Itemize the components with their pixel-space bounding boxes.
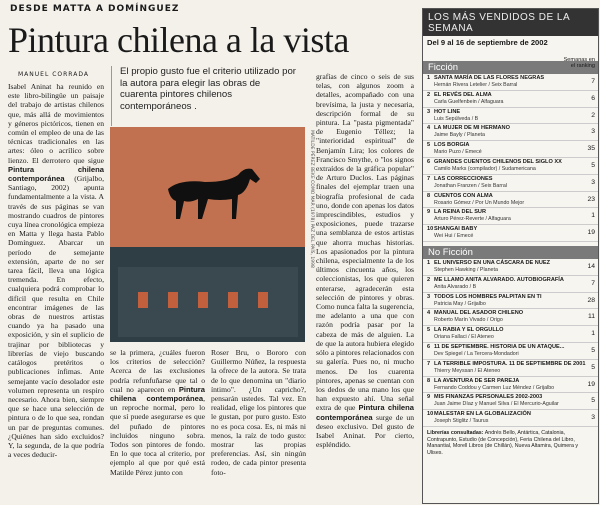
rank-number: 5 bbox=[427, 142, 431, 149]
article-column-1 bbox=[8, 82, 104, 502]
book-title: Pintura chilena contemporánea bbox=[316, 403, 414, 422]
bestseller-item bbox=[423, 91, 598, 108]
book-title bbox=[427, 294, 584, 301]
rank-number: 7 bbox=[427, 360, 431, 367]
book-title bbox=[427, 209, 584, 216]
bestseller-item bbox=[423, 74, 598, 91]
book-title bbox=[427, 394, 584, 401]
bestseller-item bbox=[423, 393, 598, 410]
book-author: Camilo Marks (compilador) / Sudamericana bbox=[434, 165, 536, 172]
title-text: 11 DE SEPTIEMBRE. HISTORIA DE UN ATAQUE... bbox=[434, 343, 565, 350]
rank-number: 1 bbox=[427, 259, 431, 266]
title-text: LA MUJER DE MI HERMANO bbox=[434, 125, 510, 132]
bestseller-item bbox=[423, 225, 598, 242]
weeks-count: 14 bbox=[587, 262, 595, 270]
weeks-count: 3 bbox=[591, 178, 595, 186]
bestseller-item bbox=[423, 309, 598, 326]
book-title bbox=[427, 378, 584, 385]
book-title bbox=[427, 327, 584, 334]
rank-number: 6 bbox=[427, 158, 431, 165]
title-text: LA RABIA Y EL ORGULLO bbox=[434, 327, 504, 334]
weeks-count: 11 bbox=[587, 313, 595, 321]
book-author: Carla Guelfenbein / Alfaguara bbox=[434, 98, 504, 105]
rank-number: 8 bbox=[427, 192, 431, 199]
column-1-text: Isabel Aninat ha reunido en este libro-bilingüe un paisaje del trabajo de artistas chilenos que, más allá de movimientos y géneros pictóricos, tienen en común el empleo de una de las técnicas tradicionales en las artes: óleo o acrílico sobre lienzo. El derrotero que sigue bbox=[8, 82, 104, 165]
rank-number: 3 bbox=[427, 293, 431, 300]
book-author: Juan Jaime Díaz y Manuel Silva / El Mercurio-Aguilar bbox=[434, 401, 559, 408]
book-title bbox=[427, 411, 584, 418]
book-title bbox=[427, 310, 584, 317]
weeks-count: 2 bbox=[591, 111, 595, 119]
book-title: Pintura chilena contemporánea bbox=[8, 164, 104, 184]
book-title bbox=[427, 193, 584, 200]
sidebar-title: LOS MÁS VENDIDOS DE LA SEMANA bbox=[423, 9, 598, 36]
book-author: Rosario Gómez / Por Un Mundo Mejor bbox=[434, 199, 525, 206]
fiction-list bbox=[423, 74, 598, 242]
painting-photo bbox=[110, 127, 305, 342]
book-author: Mario Puzo / Emecé bbox=[434, 149, 482, 156]
title-text: EL UNIVERSO EN UNA CÁSCARA DE NUEZ bbox=[434, 259, 551, 266]
book-author: Arturo Pérez-Reverte / Alfaguara bbox=[434, 216, 511, 223]
title-text: MANUAL DEL ASADOR CHILENO bbox=[434, 310, 524, 317]
article-kicker: DESDE MATTA A DOMÍNGUEZ bbox=[10, 4, 180, 14]
rank-number: 9 bbox=[427, 209, 431, 216]
weeks-count: 3 bbox=[591, 128, 595, 136]
book-author: Luis Sepúlveda / B bbox=[434, 115, 479, 122]
rank-number: 3 bbox=[427, 108, 431, 115]
rank-number: 8 bbox=[427, 377, 431, 384]
photo-credit: MATILDE PÉREZ BEKE COMO MAR (1978) PAZ DEL PAÍS, 1998 bbox=[309, 130, 314, 268]
book-title bbox=[427, 92, 584, 99]
weeks-label: Semanas en el ranking bbox=[563, 57, 595, 69]
title-text: CUENTOS CON ALMA bbox=[434, 192, 493, 199]
rank-number: 2 bbox=[427, 276, 431, 283]
book-title bbox=[427, 142, 584, 149]
bestseller-item bbox=[423, 326, 598, 343]
book-author: Hernán Rivera Letelier / Seix Barral bbox=[434, 82, 518, 88]
bestseller-item bbox=[423, 192, 598, 209]
bestseller-item bbox=[423, 293, 598, 310]
title-text: GRANDES CUENTOS CHILENOS DEL SIGLO XX bbox=[434, 158, 562, 165]
bestseller-item bbox=[423, 208, 598, 225]
bestseller-sidebar bbox=[422, 8, 599, 504]
rank-number: 4 bbox=[427, 310, 431, 317]
column-1-rest: (Grijalbo, Santiago, 2002) apunta fundamentalmente a la vista. A través de sus páginas se van mostrando cuadros de pintores cuya línea cronológica empieza en Matta y llega hasta Pablo Domínguez. Abarcar un período de semejante extensión, aparte de no ser tarea fácil, lleva una lógica tremenda. En efecto, cualquiera podrá comprobar lo difícil que resulta en Chile encontrar imágenes de las obras de nuestros artistas cuando ya ha pasado una exposición, y sin el suplicio de trajinar por bibliotecas y librerías de viejo buscando catálogos pretéritos o publicaciones ínfimas. Ante semejante vacío desolador este volumen representa un respiro necesario. Ahora bien, siempre que se hace una selección de pintura o de lo que sea, rondan un par de preguntas comunes. ¿Quiénes han sido excluidos? Y, la segunda, de la que podría a veces deducir- bbox=[8, 174, 104, 460]
weeks-count: 1 bbox=[591, 330, 595, 338]
weeks-count: 7 bbox=[591, 78, 595, 85]
book-title bbox=[427, 159, 584, 166]
book-title bbox=[427, 361, 584, 368]
section-nonfiction: No Ficción bbox=[423, 246, 598, 259]
book-title bbox=[427, 277, 584, 284]
weeks-count: 5 bbox=[591, 346, 595, 354]
rank-number: 7 bbox=[427, 175, 431, 182]
bestseller-item bbox=[423, 175, 598, 192]
article-column-3 bbox=[211, 348, 306, 502]
book-title bbox=[427, 75, 584, 82]
rank-number: 5 bbox=[427, 327, 431, 334]
title-text: LA REINA DEL SUR bbox=[434, 209, 487, 216]
book-author: Dev Spiegel / La Tercera-Mondadori bbox=[434, 350, 519, 357]
bestseller-item bbox=[423, 276, 598, 293]
bestseller-item bbox=[423, 377, 598, 394]
title-text: LA AVENTURA DE SER PAREJA bbox=[434, 377, 520, 384]
weeks-count: 19 bbox=[587, 380, 595, 388]
book-author: Stephen Hawking / Planeta bbox=[434, 266, 498, 273]
column-3-text: Roser Bru, o Bororo con Guillermo Núñez, la respuesta la ofrece de la autora. Se trata de lo que denomina un "diario íntimo". ¿Un capricho?, pensarán ustedes. Tal vez. En realidad, elige los pintores que le gustan, por puro gusto. Esto no es poca cosa. Es, ni más ni menos, la raíz de todo gusto: mostrar las propias preferencias. Así, sin ningún rodeo, de cada pintor presenta foto- bbox=[211, 348, 306, 477]
book-author: Wei Hui / Emecé bbox=[434, 233, 474, 240]
nonfiction-list bbox=[423, 259, 598, 427]
sidebar-footer bbox=[423, 427, 598, 459]
weeks-count: 7 bbox=[591, 279, 595, 287]
bestseller-item bbox=[423, 259, 598, 276]
column-2-text: se la primera, ¿cuáles fueron los criterios de selección? Acerca de las exclusiones podría refunfuñarse que tal o cual no aparecen en bbox=[110, 348, 205, 394]
weeks-count: 3 bbox=[591, 414, 595, 422]
article-headline: Pintura chilena a la vista bbox=[8, 20, 349, 60]
column-4-rest: surge de un deseo exclusivo. Del gusto de Isabel Aninat. Por cierto, espléndido. bbox=[316, 412, 414, 450]
rank-number: 10 bbox=[427, 411, 434, 418]
book-title bbox=[427, 125, 584, 132]
horse-painting-illustration bbox=[110, 127, 305, 342]
title-text: MALESTAR EN LA GLOBALIZACIÓN bbox=[434, 411, 531, 418]
weeks-count: 5 bbox=[591, 161, 595, 169]
book-author: Roberto Marín Vivado / Origo bbox=[434, 317, 503, 324]
book-author: Anita Alvarado / B bbox=[434, 283, 477, 290]
bestseller-item bbox=[423, 360, 598, 377]
weeks-count: 6 bbox=[591, 94, 595, 102]
article-column-2 bbox=[110, 348, 205, 502]
bestseller-item bbox=[423, 108, 598, 125]
title-text: LOS BORGIA bbox=[434, 142, 470, 149]
weeks-count: 1 bbox=[591, 212, 595, 220]
book-author: Jonathan Franzen / Seix Barral bbox=[434, 182, 508, 189]
book-title bbox=[427, 109, 584, 116]
title-text: LA TERRIBLE IMPOSTURA. 11 DE SEPTIEMBRE DE 2001 bbox=[434, 360, 586, 367]
rank-number: 4 bbox=[427, 125, 431, 132]
weeks-count: 5 bbox=[591, 397, 595, 405]
section-fiction: Ficción bbox=[423, 61, 598, 74]
rank-number: 9 bbox=[427, 394, 431, 401]
title-text: SHANGAI BABY bbox=[434, 226, 478, 233]
title-text: SANTA MARÍA DE LAS FLORES NEGRAS bbox=[434, 75, 545, 81]
article-deck: El propio gusto fue el criterio utilizado por la autora para elegir las obras de cuarenta pintores chilenos contemporáneos . bbox=[120, 66, 296, 112]
title-text: LAS CORRECCIONES bbox=[434, 175, 493, 182]
title-text: TODOS LOS HOMBRES PALPITAN EN TI bbox=[434, 293, 542, 300]
title-text: EL REVÉS DEL ALMA bbox=[434, 91, 492, 98]
bestseller-item bbox=[423, 124, 598, 141]
footer-label: Librerías consultadas: bbox=[427, 429, 484, 436]
book-title: Pintura chilena contemporánea bbox=[110, 384, 205, 404]
article-byline: MANUEL CORRADA bbox=[18, 71, 89, 78]
article-column-4 bbox=[316, 72, 414, 502]
weeks-count: 5 bbox=[591, 363, 595, 371]
title-text: HOT LINE bbox=[434, 108, 461, 115]
weeks-count: 35 bbox=[587, 145, 595, 153]
title-text: ME LLAMO ANITA ALVARADO. AUTOBIOGRAFÍA bbox=[434, 276, 564, 283]
weeks-count: 28 bbox=[587, 296, 595, 304]
column-4-text: grafías de cinco o seis de sus telas, con algunos zoom a detalles, acompañado con una brevísima, la justa y necesaria, descripción formal de su pintura. La "pasta pigmentada" de Eugenio Téllez; la "interioridad espiritual" de Benjamín Lira; los colores de Francisco Smythe, o "los signos extraídos de la gráfica popular" de Arturo Duclos. Las páginas finales del ejemplar traen una biografía profesional de cada uno, donde con apenas los datos imprescindibles, estudios y exposiciones, puede trazarse una semblanza de estos artistas que ahorra muchas historias. Los apasionados por la pintura chilena, especialmente la de los últimos cincuenta años, los coleccionistas, los que quieren enterarse, agradecerán esta selección de pintores y obras. Como nunca falta la sugerencia, me adelanto a una que con razón podría pasar por la cabeza de más de alguien. La de que la autora hubiera elegido sólo a pintores relacionados con su galería. Pues no, ni mucho menos. De los cuarenta pintores, apenas se cuentan con los dedos de una mano los que han expuesto ahí. Una señal extra de que bbox=[316, 72, 414, 413]
book-author: Joseph Stiglitz / Taurus bbox=[434, 418, 489, 425]
rank-number: 2 bbox=[427, 91, 431, 98]
bestseller-item bbox=[423, 158, 598, 175]
weeks-count: 19 bbox=[587, 229, 595, 237]
book-title bbox=[427, 176, 584, 183]
book-author: Fernando Coddou y Carmen Luz Méndez / Grijalbo bbox=[434, 384, 555, 391]
title-text: MIS FINANZAS PERSONALES 2002-2003 bbox=[434, 394, 543, 401]
rank-number: 6 bbox=[427, 343, 431, 350]
book-title bbox=[427, 260, 584, 267]
book-author: Jaime Bayly / Planeta bbox=[434, 132, 485, 139]
rank-number: 10 bbox=[427, 226, 434, 233]
column-2-rest: , un reproche normal, pero lo que sí puede asegurarse es que del puñado de pintores incluidos ninguno sobra. Todos son pintores de fondo. En lo que toca al criterio, por ejemplo al que por qué está Matilde Pérez junto con bbox=[110, 394, 205, 477]
footer-text: Andrés Bello, Antártica, Catalonia, Contrapunto, Estudio (de Concepción), Feria Chilena del Libro, Manantial, Morell Libros (de Chillán), Nueva Altamira, Quimera y Ulises. bbox=[427, 429, 579, 456]
bestseller-item bbox=[423, 343, 598, 360]
bestseller-item bbox=[423, 141, 598, 158]
book-title bbox=[427, 226, 584, 233]
rank-number: 1 bbox=[427, 75, 431, 81]
weeks-count: 23 bbox=[587, 195, 595, 203]
book-author: Oriana Fallaci / El Ateneo bbox=[434, 334, 494, 341]
book-title bbox=[427, 344, 584, 351]
book-author: Patricia May / Grijalbo bbox=[434, 300, 486, 307]
bestseller-item bbox=[423, 410, 598, 427]
sidebar-dates: Del 9 al 16 de septiembre de 2002 bbox=[427, 38, 548, 47]
book-author: Thierry Meyssan / El Ateneo bbox=[434, 367, 501, 374]
divider-vertical bbox=[111, 66, 112, 126]
